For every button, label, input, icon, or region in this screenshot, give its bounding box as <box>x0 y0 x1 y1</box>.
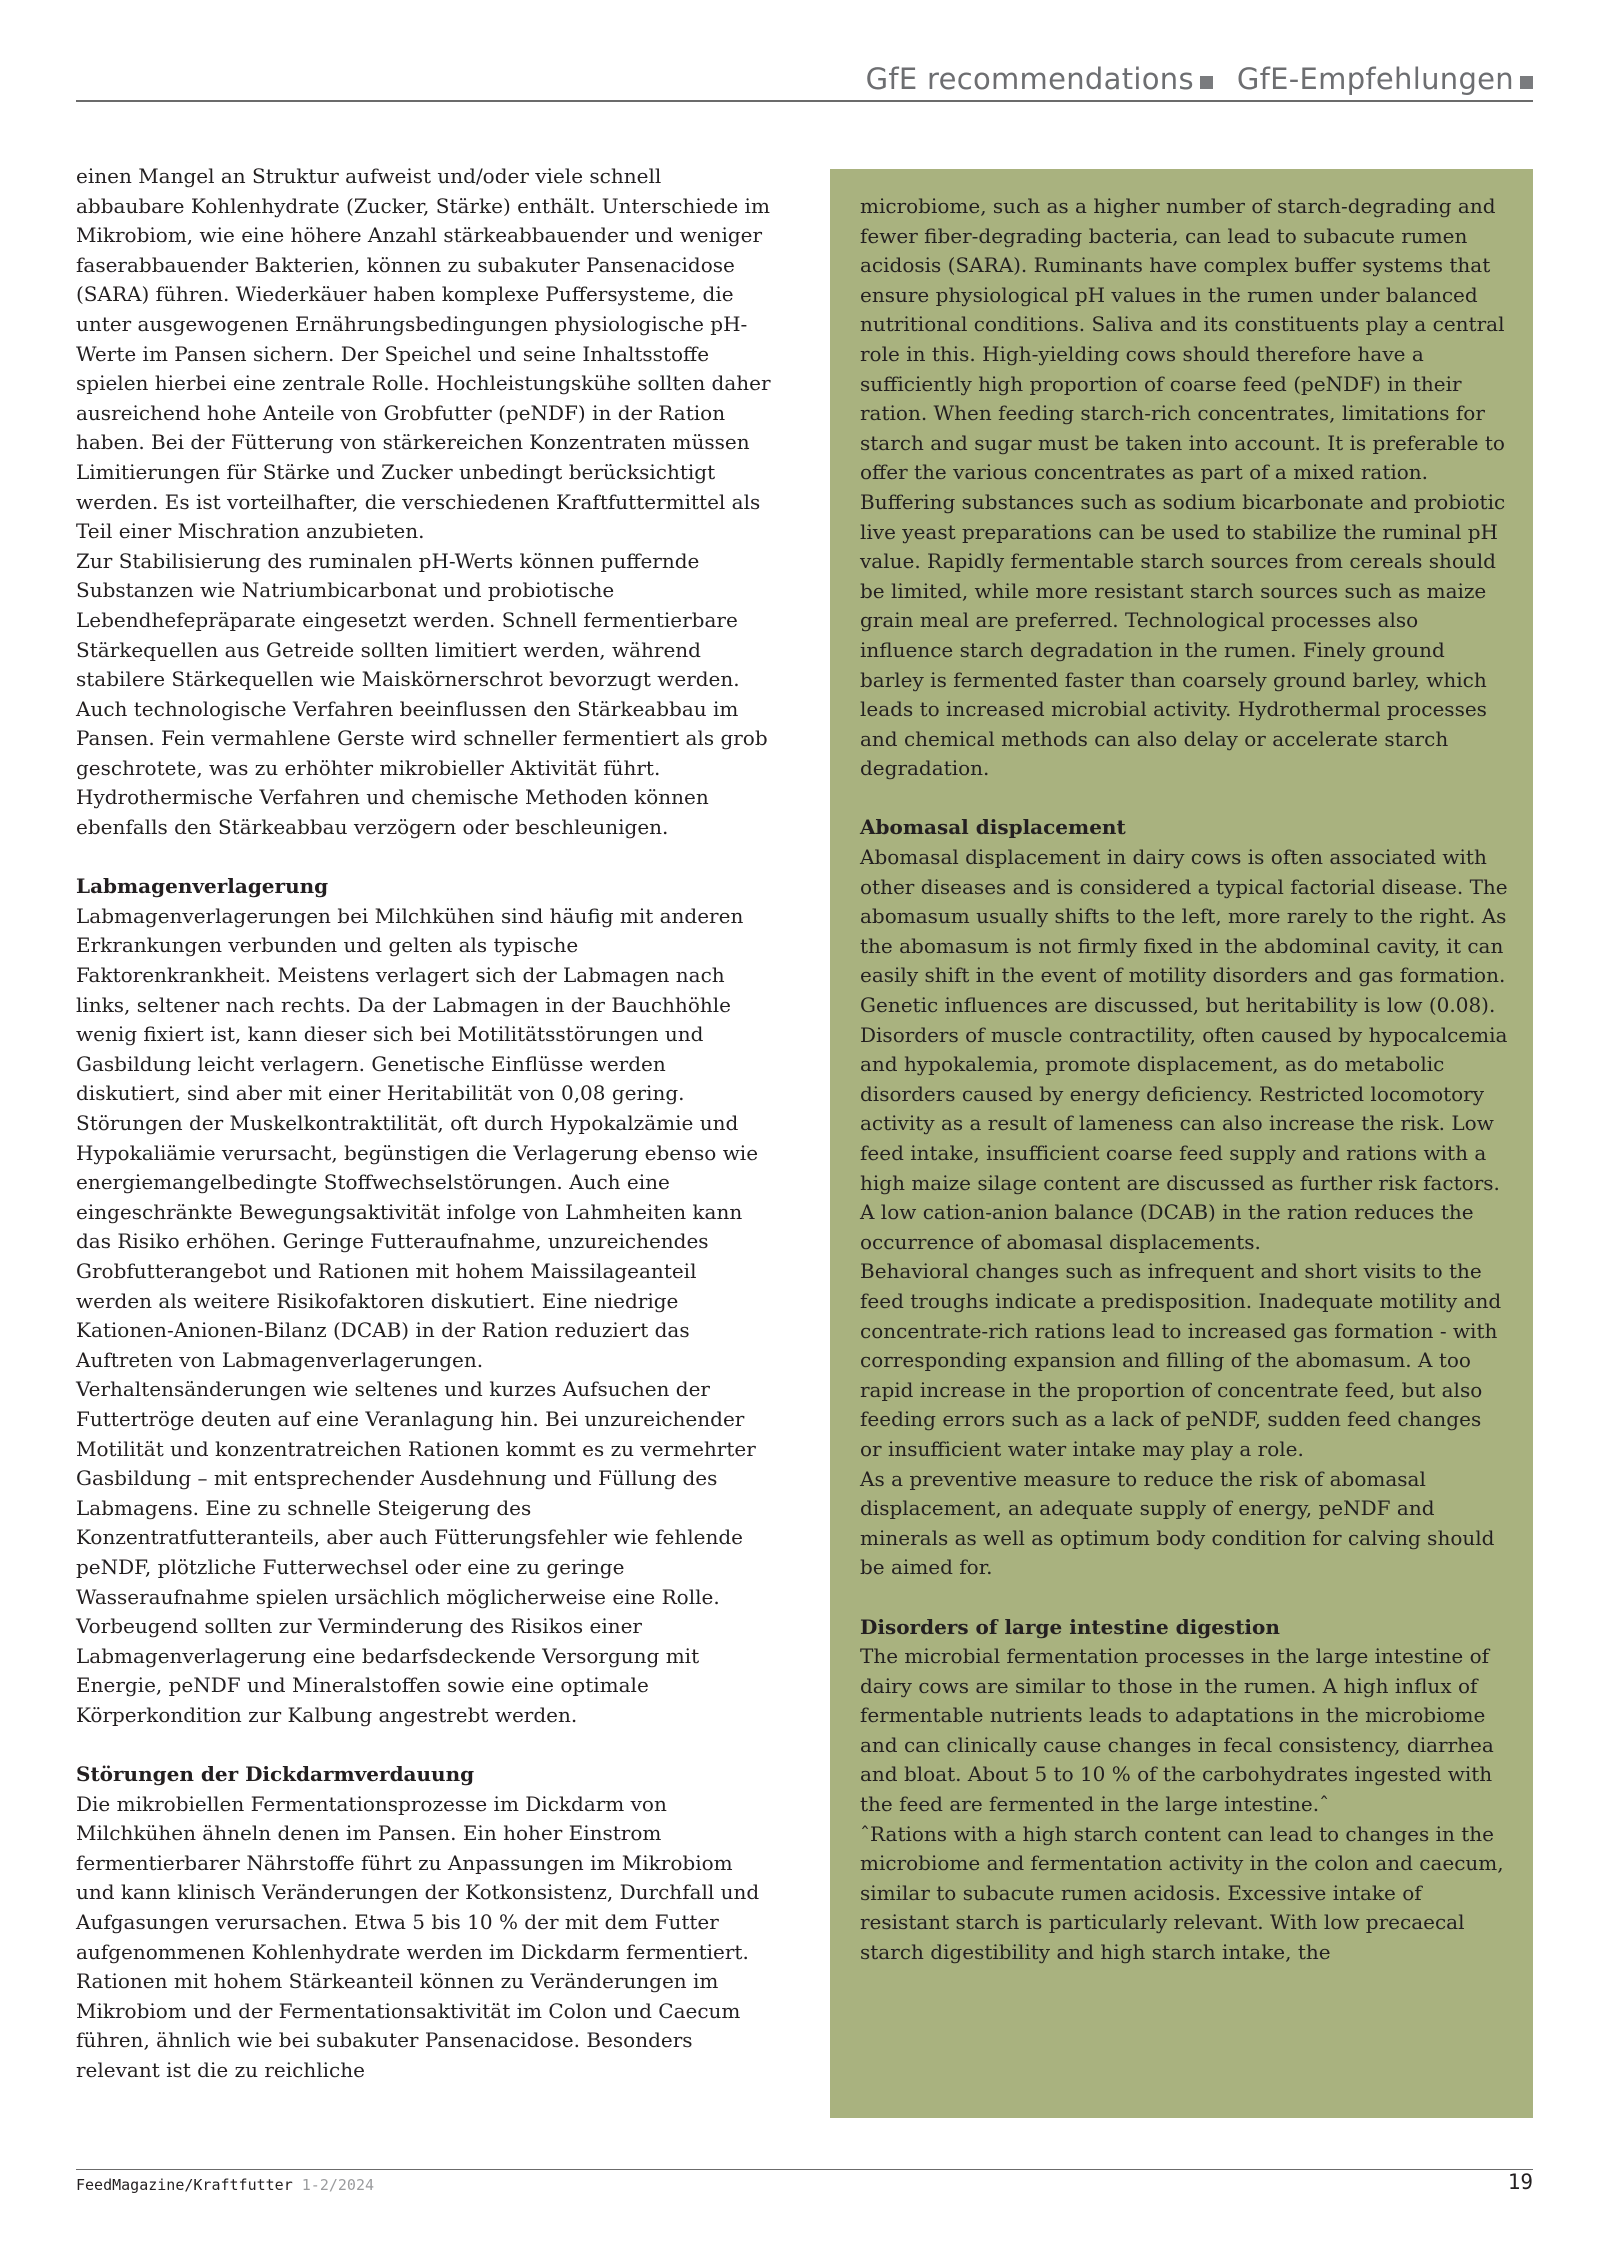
square-bullet-icon <box>1520 76 1533 89</box>
issue-number: 1-2/2024 <box>301 2176 375 2194</box>
german-column <box>76 162 776 2086</box>
footer-citation <box>76 2176 374 2194</box>
german-paragraph: Störungen der Muskelkontraktilität, oft durch Hypokalzämie und Hypokaliämie verursacht, begünstigen die Verlagerung ebenso wie energiemangelbedingte Stoffwechselstörungen. Auch eine eingeschränkte Bewegungsaktivität infolge von Lahmheiten kann das Risiko erhöhen. Geringe Futteraufnahme, unzureichendes Grobfutterangebot und Rationen mit hohem Maissilageanteil werden als weitere Risikofaktoren diskutiert. Eine niedrige Kationen-Anionen-Bilanz (DCAB) in der Ration reduziert das Auftreten von Labmagenverlagerungen. <box>76 1111 759 1372</box>
english-paragraph: microbiome, such as a higher number of starch-degrading and fewer fiber-degrading bacteria, can lead to subacute rumen acidosis (SARA). Ruminants have complex buffer systems that ensure physiological pH values in the rumen under balanced nutritional conditions. Saliva and its constituents play a central role in this. High-yielding cows should therefore have a sufficiently high proportion of coarse feed (peNDF) in their ration. When feeding starch-rich concentrates, limitations for starch and sugar must be taken into account. It is preferable to offer the various concentrates as part of a mixed ration. <box>860 194 1505 485</box>
heading-large-intestine: Disorders of large intestine digestion <box>860 1614 1280 1639</box>
header-german-label: GfE-Empfehlungen <box>1237 62 1533 96</box>
english-paragraph: The microbial fermentation processes in the large intestine of dairy cows are similar to those in the rumen. A high influx of fermentable nutrients leads to adaptations in the microbiome and can clinically cause changes in fecal consistency, diarrhea and bloat. About 5 to 10 % of the carbohydrates ingested with the feed are fermented in the large intestine.ˆ <box>860 1644 1494 1817</box>
square-bullet-icon <box>1200 76 1213 89</box>
heading-abomasal-displacement: Abomasal displacement <box>860 815 1126 840</box>
english-column <box>860 192 1508 1968</box>
magazine-name: FeedMagazine/Kraftfutter <box>76 2176 293 2194</box>
english-paragraph: Buffering substances such as sodium bicarbonate and probiotic live yeast preparations can be used to stabilize the ruminal pH value. Rapidly fermentable starch sources from cereals should be limited, while more resistant starch sources such as maize grain meal are preferred. Technological processes also influence starch degradation in the rumen. Finely ground barley is fermented faster than coarsely ground barley, which leads to increased microbial activity. Hydrothermal processes and chemical methods can also delay or accelerate starch degradation. <box>860 489 1506 781</box>
german-paragraph: Verhaltensänderungen wie seltenes und kurzes Aufsuchen der Futtertröge deuten auf eine Veranlagung hin. Bei unzureichender Motilität und konzentratreichen Rationen kommt es zu vermehrter Gasbildung – mit entsprechender Ausdehnung und Füllung des Labmagens. Eine zu schnelle Steigerung des Konzentratfutteranteils, aber auch Fütterungsfehler wie fehlende peNDF, plötzliche Futterwechsel oder eine zu geringe Wasseraufnahme spielen ursächlich möglicherweise eine Rolle. <box>76 1377 756 1609</box>
heading-labmagenverlagerung: Labmagenverlagerung <box>76 874 329 899</box>
header-english-label: GfE recommendations <box>866 62 1213 96</box>
german-paragraph: einen Mangel an Struktur aufweist und/oder viele schnell abbaubare Kohlenhydrate (Zucker, Stärke) enthält. Unterschiede im Mikrobiom, wie eine höhere Anzahl stärkeabbauender und weniger faserabbauender Bakterien, können zu subakuter Pansenacidose (SARA) führen. Wiederkäuer haben komplexe Puffersysteme, die unter ausgewogenen Ernährungsbedingungen physiologische pH-Werte im Pansen sichern. Der Speichel und seine Inhaltsstoffe spielen hierbei eine zentrale Rolle. Hochleistungskühe sollten daher ausreichend hohe Anteile von Grobfutter (peNDF) in der Ration haben. Bei der Fütterung von stärkereichen Konzentraten müssen Limitierungen für Stärke und Zucker unbedingt berücksichtigt werden. Es ist vorteilhafter, die verschiedenen Kraftfuttermittel als Teil einer Mischration anzubieten. <box>76 164 771 544</box>
german-paragraph: Zur Stabilisierung des ruminalen pH-Werts können puffernde Substanzen wie Natriumbicarbonat und probiotische Lebendhefepräparate eingesetzt werden. Schnell fermentierbare Stärkequellen aus Getreide sollten limitiert werden, während stabilere Stärkequellen wie Maiskörnerschrot bevorzugt werden. Auch technologische Verfahren beeinflussen den Stärkeabbau im Pansen. Fein vermahlene Gerste wird schneller fermentiert als grob geschrotete, was zu erhöhter mikrobieller Aktivität führt. Hydrothermische Verfahren und chemische Methoden können ebenfalls den Stärkeabbau verzögern oder beschleunigen. <box>76 548 768 840</box>
footer-rule <box>76 2169 1533 2170</box>
page-number: 19 <box>1507 2170 1533 2194</box>
english-paragraph: Behavioral changes such as infrequent and short visits to the feed troughs indicate a predisposition. Inadequate motility and concentrate-rich rations lead to increased gas formation - with corresponding expansion and filling of the abomasum. A too rapid increase in the proportion of concentrate feed, but also feeding errors such as a lack of peNDF, sudden feed changes or insufficient water intake may play a role. <box>860 1259 1502 1461</box>
german-paragraph: Die mikrobiellen Fermentationsprozesse im Dickdarm von Milchkühen ähneln denen im Pansen. Ein hoher Einstrom fermentierbarer Nährstoffe führt zu Anpassungen im Mikrobiom und kann klinisch Veränderungen der Kotkonsistenz, Durchfall und Aufgasungen verursachen. Etwa 5 bis 10 % der mit dem Futter aufgenommenen Kohlenhydrate werden im Dickdarm fermentiert. Rationen mit hohem Stärkeanteil können zu Veränderungen im Mikrobiom und der Fermentationsaktivität im Colon und Caecum führen, ähnlich wie bei subakuter Pansenacidose. Besonders relevant ist die zu reichliche <box>76 1791 760 2082</box>
english-paragraph: As a preventive measure to reduce the risk of abomasal displacement, an adequate supply of energy, peNDF and minerals as well as optimum body condition for calving should be aimed for. <box>860 1466 1495 1580</box>
english-paragraph: Abomasal displacement in dairy cows is often associated with other diseases and is considered a typical factorial disease. The abomasum usually shifts to the left, more rarely to the right. As the abomasum is not firmly fixed in the abdominal cavity, it can easily shift in the event of motility disorders and gas formation. Genetic influences are discussed, but heritability is low (0.08). <box>860 845 1508 1018</box>
running-header <box>76 58 1533 102</box>
heading-dickdarmverdauung: Störungen der Dickdarmverdauung <box>76 1762 475 1787</box>
english-paragraph: ˆRations with a high starch content can lead to changes in the microbiome and fermentation activity in the colon and caecum, similar to subacute rumen acidosis. Excessive intake of resistant starch is particularly relevant. With low precaecal starch digestibility and high starch intake, the <box>860 1821 1504 1965</box>
german-paragraph: Labmagenverlagerungen bei Milchkühen sind häufig mit anderen Erkrankungen verbunden und gelten als typische Faktorenkrankheit. Meistens verlagert sich der Labmagen nach links, seltener nach rechts. Da der Labmagen in der Bauchhöhle wenig fixiert ist, kann dieser sich bei Motilitätsstörungen und Gasbildung leicht verlagern. Genetische Einflüsse werden diskutiert, sind aber mit einer Heritabilität von 0,08 gering. <box>76 903 744 1106</box>
german-paragraph: Vorbeugend sollten zur Verminderung des Risikos einer Labmagenverlagerung eine bedarfsdeckende Versorgung mit Energie, peNDF und Mineralstoffen sowie eine optimale Körperkondition zur Kalbung angestrebt werden. <box>76 1614 700 1727</box>
english-paragraph: Disorders of muscle contractility, often caused by hypocalcemia and hypokalemia, promote displacement, as do metabolic disorders caused by energy deficiency. Restricted locomotory activity as a result of lameness can also increase the risk. Low feed intake, insufficient coarse feed supply and rations with a high maize silage content are discussed as further risk factors. A low cation-anion balance (DCAB) in the ration reduces the occurrence of abomasal displacements. <box>860 1022 1508 1254</box>
